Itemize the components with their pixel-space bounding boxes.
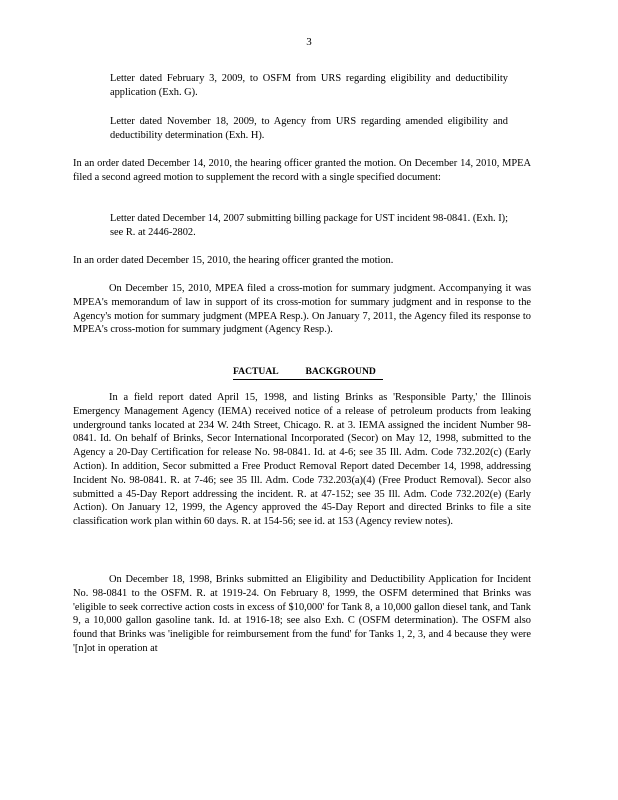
order-granted-paragraph: In an order dated December 15, 2010, the hearing officer granted the motion. xyxy=(73,255,394,266)
section-heading xyxy=(233,366,383,380)
eligibility-paragraph: On December 18, 1998, Brinks submitted an Eligibility and Deductibility Application for Incident No. 98-0841 to the OSFM. R. at 1919-24. On February 8, 1999, the OSFM determined that Brinks was 'eligible to seek corrective action costs in excess of $10,000' for Tank 8, a 10,000 gallon diesel tank, and Tank 9, a 10,000 gallon gasoline tank. Id. at 1916-18; see also Exh. C (OSFM determination). The OSFM also found that Brinks was 'ineligible for reimbursement from the fund' for Tanks 1, 2, 3, and 4 because they were '[n]ot in operation at xyxy=(73,574,531,654)
body-paragraph xyxy=(73,573,531,656)
exhibit-g-entry: Letter dated February 3, 2009, to OSFM from URS regarding eligibility and deductibility application (Exh. G). xyxy=(110,73,508,98)
field-report-paragraph: In a field report dated April 15, 1998, and listing Brinks as 'Responsible Party,' the Illinois Emergency Management Agency (IEMA) received notice of a release of petroleum products from leaking underground tanks located at 234 W. 24th Street, Chicago. R. at 3. IEMA assigned the incident Number 98-0841. Id. On behalf of Brinks, Secor International Incorporated (Secor) on May 12, 1998, submitted to the Agency a 20-Day Certification for release No. 98-0841. Id. at 4-6; see 35 Ill. Adm. Code 732.202(c) (Early Action). In addition, Secor submitted a Free Product Removal Report dated December 14, 1998, addressing Incident No. 98-0841. R. at 7-46; see 35 Ill. Adm. Code 732.203(a)(4) (Free Product Removal). Secor also submitted a 45-Day Report addressing the incident. R. at 47-152; see 35 Ill. Adm. Code 732.202(e) (Early Action). On January 12, 1999, the Agency approved the 45-Day Report and directed Brinks to file a site classification work plan within 60 days. R. at 154-56; see id. at 153 (Agency review notes). xyxy=(73,392,531,528)
body-paragraph xyxy=(73,254,531,268)
exhibit-i-entry: Letter dated December 14, 2007 submitting billing package for UST incident 98-0841. (Exh. I); see R. at 2446-2802. xyxy=(110,213,509,238)
exhibit-list-item xyxy=(110,212,508,240)
heading-word-factual: FACTUAL xyxy=(233,366,279,377)
exhibit-list-item xyxy=(110,115,508,143)
body-paragraph xyxy=(73,391,531,529)
exhibit-h-entry: Letter dated November 18, 2009, to Agency from URS regarding amended eligibility and deductibility determination (Exh. H). xyxy=(110,116,508,141)
order-paragraph: In an order dated December 14, 2010, the hearing officer granted the motion. On December 14, 2010, MPEA filed a second agreed motion to supplement the record with a single specified document: xyxy=(73,158,531,183)
exhibit-list-item xyxy=(110,72,508,100)
cross-motion-paragraph: On December 15, 2010, MPEA filed a cross-motion for summary judgment. Accompanying it was MPEA's memorandum of law in support of its cross-motion for summary judgment and in response to the Agency's motion for summary judgment (MPEA Resp.). On January 7, 2011, the Agency filed its response to MPEA's cross-motion for summary judgment (Agency Resp.). xyxy=(73,283,531,336)
page-number: 3 xyxy=(306,36,312,48)
heading-word-background: BACKGROUND xyxy=(305,366,376,377)
body-paragraph xyxy=(73,282,531,337)
body-paragraph xyxy=(73,157,531,185)
